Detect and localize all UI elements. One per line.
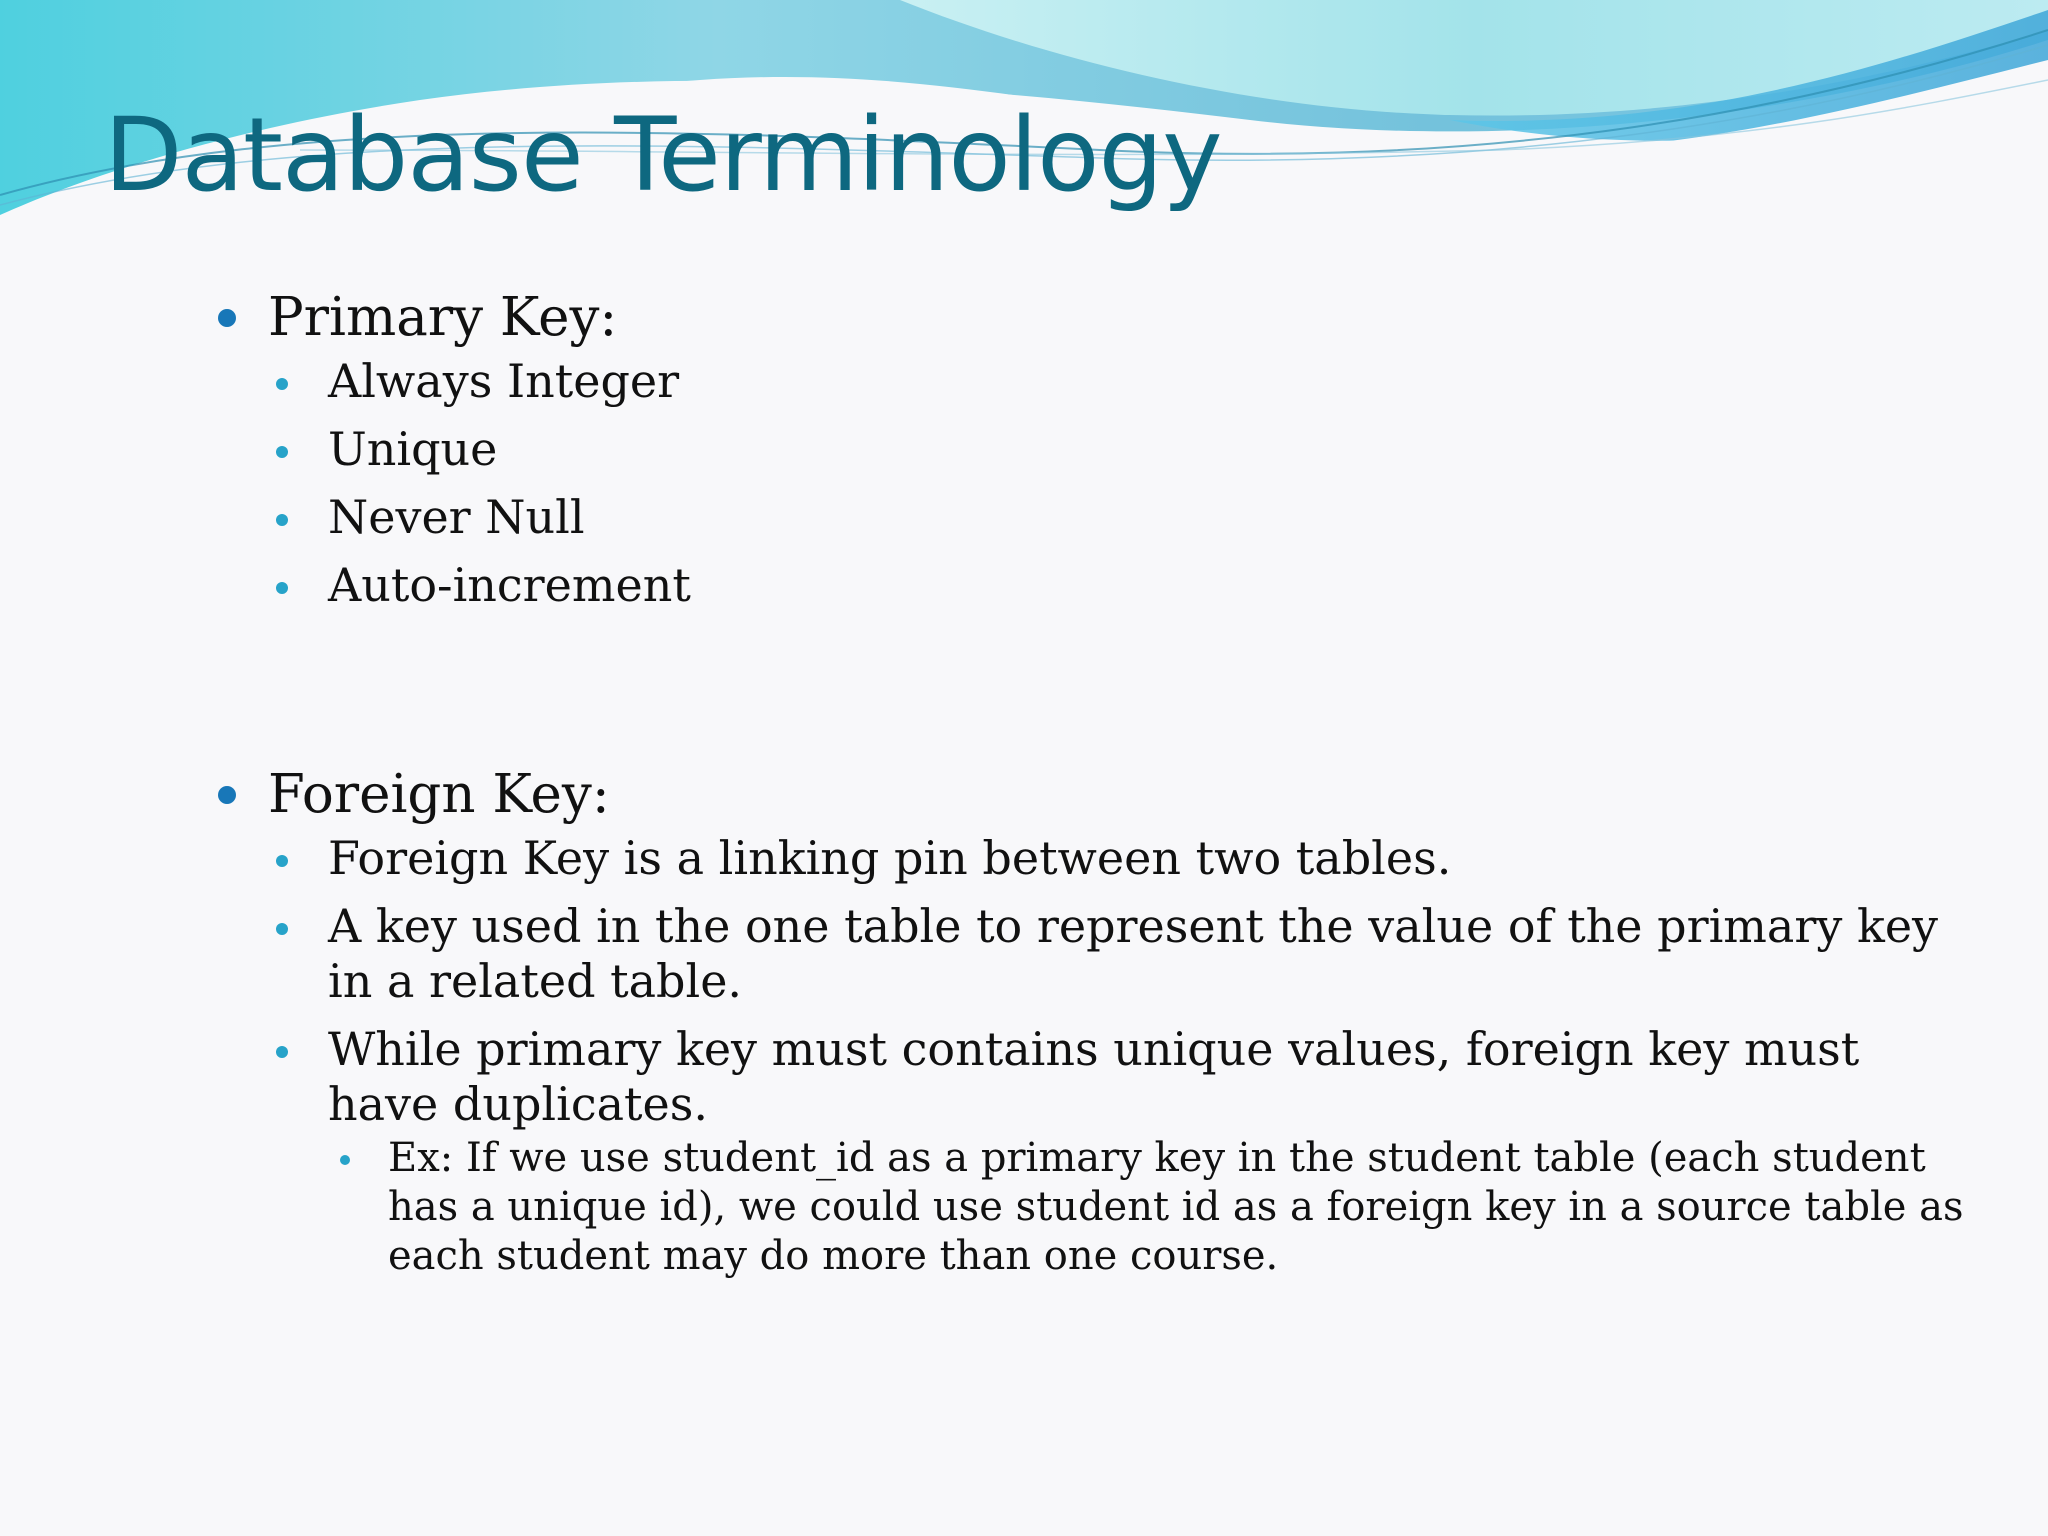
primary-key-section — [212, 284, 1972, 613]
bullet-dot-icon — [218, 309, 236, 327]
list-item — [212, 422, 1972, 477]
bullet-dot-icon — [276, 923, 288, 935]
slide-title: Database Terminology — [104, 96, 1222, 215]
list-item — [212, 558, 1972, 613]
primary-key-heading-text: Primary Key: — [268, 287, 618, 348]
foreign-key-section — [212, 761, 1972, 1281]
list-item-text: Foreign Key is a linking pin between two tables. — [328, 831, 1452, 885]
bullet-dot-icon — [276, 855, 288, 867]
bullet-dot-icon — [276, 582, 288, 594]
list-item — [212, 354, 1972, 409]
foreign-key-heading — [212, 761, 1972, 829]
example-wrapper — [212, 1134, 1972, 1281]
bullet-dot-icon — [276, 514, 288, 526]
list-item-text: Always Integer — [328, 354, 680, 408]
list-item — [212, 899, 1972, 1009]
list-item — [212, 1022, 1972, 1281]
primary-key-heading — [212, 284, 1972, 352]
foreign-key-list — [212, 831, 1972, 1281]
slide-content — [212, 284, 1972, 1294]
list-item-text: A key used in the one table to represent the value of the primary key in a related table. — [328, 899, 1939, 1008]
bullet-dot-icon — [276, 446, 288, 458]
primary-key-list — [212, 354, 1972, 613]
bullet-dot-icon — [340, 1155, 350, 1165]
list-item-text: Never Null — [328, 490, 585, 544]
list-item-text: While primary key must contains unique values, foreign key must have duplicates. — [328, 1022, 1860, 1131]
list-item — [212, 831, 1972, 886]
bullet-dot-icon — [218, 786, 236, 804]
list-item-text: Unique — [328, 422, 498, 476]
list-item-text: Auto-increment — [328, 558, 691, 612]
list-item — [212, 490, 1972, 545]
bullet-dot-icon — [276, 1046, 288, 1058]
example-item — [212, 1134, 1972, 1281]
bullet-dot-icon — [276, 378, 288, 390]
foreign-key-heading-text: Foreign Key: — [268, 764, 610, 825]
example-text: Ex: If we use student_id as a primary key in the student table (each student has a unique id), we could use student id as a foreign key in a source table as each student may do more than one course. — [388, 1135, 1964, 1279]
